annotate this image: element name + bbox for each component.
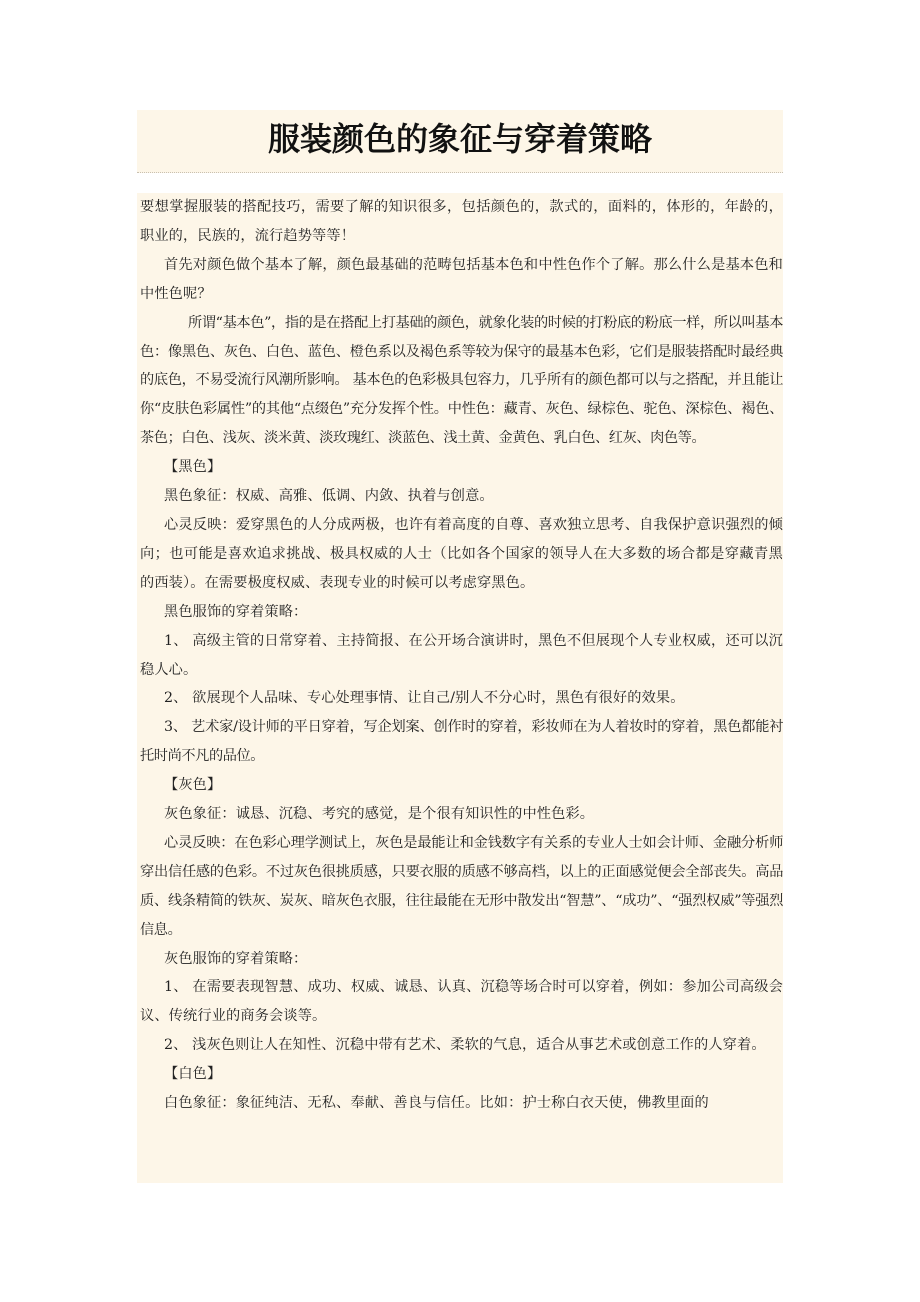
gray-symbolism: 灰色象征：诚恳、沉稳、考究的感觉，是个很有知识性的中性色彩。 <box>164 806 595 823</box>
section-heading-white: 【白色】 <box>164 1066 222 1083</box>
black-strategy-heading: 黑色服饰的穿着策略： <box>164 603 308 620</box>
basic-color-definition: 所谓“基本色”，指的是在搭配上打基础的颜色，就象化装的时候的打粉底的粉底一样，所以叫基本色：像黑色、灰色、白色、蓝色、橙色系以及褐色系等较为保守的最基本色彩，它们是服装搭配时最经典的底色，不易受流行风潮所影响。 基本色的色彩极具包容力，几乎所有的颜色都可以与之搭配，并且能让你“皮肤色彩属性”的其他“点缀色”充分发挥个性。中性色：藏青、灰色、绿棕色、驼色、深棕色、褐色、茶色；白色、浅灰、淡米黄、淡玫瑰红、淡蓝色、浅土黄、金黄色、乳白色、红灰、肉色等。 <box>140 314 783 447</box>
black-psychology: 心灵反映：爱穿黑色的人分成两极，也许有着高度的自尊、喜欢独立思考、自我保护意识强烈的倾向；也可能是喜欢追求挑战、极具权威的人士（比如各个国家的领导人在大多数的场合都是穿藏青黑的西装）。在需要极度权威、表现专业的时候可以考虑穿黑色。 <box>140 516 783 591</box>
basic-color-question: 首先对颜色做个基本了解，颜色最基础的范畴包括基本色和中性色作个了解。那么什么是基本色和中性色呢？ <box>140 256 783 302</box>
gray-strategy-item: 1、 在需要表现智慧、成功、权威、诚恳、认真、沉稳等场合时可以穿着，例如：参加公司高级会议、传统行业的商务会谈等。 <box>140 979 783 1025</box>
white-symbolism: 白色象征：象征纯洁、无私、奉献、善良与信任。比如：护士称白衣天使，佛教里面的 <box>164 1095 709 1112</box>
title-band <box>137 110 783 173</box>
black-strategy-item: 1、 高级主管的日常穿着、主持简报、在公开场合演讲时，黑色不但展现个人专业权威，还可以沉稳人心。 <box>140 632 783 678</box>
black-strategy-item: 2、 欲展现个人品味、专心处理事情、让自己/别人不分心时，黑色有很好的效果。 <box>164 690 685 707</box>
intro-paragraph: 要想掌握服装的搭配技巧，需要了解的知识很多，包括颜色的，款式的，面料的，体形的，年龄的，职业的，民族的，流行趋势等等！ <box>140 199 783 244</box>
document-body <box>137 193 783 1183</box>
black-strategy-item: 3、 艺术家/设计师的平日穿着，写企划案、创作时的穿着，彩妆师在为人着妆时的穿着，黑色都能衬托时尚不凡的品位。 <box>140 719 783 765</box>
gray-psychology: 心灵反映：在色彩心理学测试上，灰色是最能让和金钱数字有关系的专业人士如会计师、金融分析师穿出信任感的色彩。不过灰色很挑质感，只要衣服的质感不够高档，以上的正面感觉便会全部丧失。高品质、线条精简的铁灰、炭灰、暗灰色衣服，往往最能在无形中散发出“智慧”、“成功”、“强烈权威”等强烈信息。 <box>140 834 783 938</box>
gray-strategy-item: 2、 浅灰色则让人在知性、沉稳中带有艺术、柔软的气息，适合从事艺术或创意工作的人穿着。 <box>164 1037 766 1054</box>
gray-strategy-heading: 灰色服饰的穿着策略： <box>164 950 308 967</box>
document-title: 服装颜色的象征与穿着策略 <box>267 120 652 158</box>
section-heading-black: 【黑色】 <box>164 459 222 476</box>
section-heading-gray: 【灰色】 <box>164 777 222 794</box>
black-symbolism: 黑色象征：权威、高雅、低调、内敛、执着与创意。 <box>164 488 494 505</box>
